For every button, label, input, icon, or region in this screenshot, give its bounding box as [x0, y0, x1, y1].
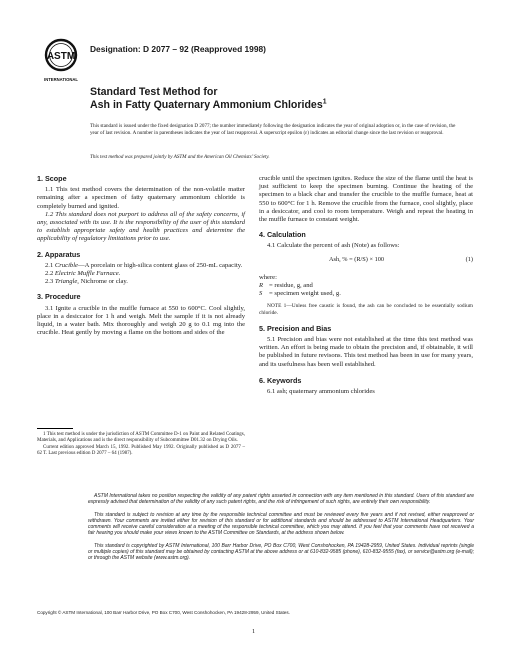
ash-equation: Ash, % = (R/S) × 100 [329, 255, 385, 263]
apparatus-item-1: 2.1 Crucible—A porcelain or high-silica content glass of 250-mL capacity. [45, 261, 243, 269]
page-number: 1 [252, 628, 256, 635]
procedure-heading: 3. Procedure [37, 292, 81, 302]
title-line-1: Standard Test Method for [90, 86, 218, 98]
prepared-by-note: This test method was prepared jointly by ASTM and the American Oil Chemists’ Society. [90, 154, 270, 160]
right-column [259, 175, 473, 396]
patent-notice: ASTM International takes no position respecting the validity of any patent rights asserted in connection with any item mentioned in this standard. Users of this standard are expressly advised that determination of the validity of any such patent rights, and the risk of infringement of such rights, are entirely their own responsibility. [88, 493, 474, 506]
equation-row [259, 254, 473, 270]
footnote-divider [37, 428, 73, 429]
astm-logo-icon [40, 38, 82, 84]
footnote [37, 432, 245, 457]
footnote-para-2: Current edition approved March 15, 1992. Published May 1992. Originally published as D 2077 – 62 T. Last previous edition D 2077 – 64 (1987). [37, 444, 245, 456]
apparatus-item-3: 2.3 Triangle, Nichrome or clay. [45, 278, 128, 286]
copyright-notice: This standard is copyrighted by ASTM International, 100 Barr Harbor Drive, PO Box C700, West Conshohocken, PA 19428-2959, United States. Individual reprints (single or multiple copies) of this standard may be obtained by contacting ASTM at the above address or at 610-832-9585 (phone), 610-832-9555 (fax), or service@astm.org (e-mail); or through the ASTM website (www.astm.org). [88, 542, 474, 562]
footnote-para-1: 1 This test method is under the jurisdiction of ASTM Committee D-1 on Paint and Related Coatings, Materials, and Applications and is the direct responsibility of Subcommittee D01.32 on Drying Oils. [37, 432, 245, 444]
precision-heading: 5. Precision and Bias [259, 323, 332, 333]
calculation-para-1: 4.1 Calculate the percent of ash (Note) as follows: [267, 242, 400, 250]
footer-copyright: Copyright © ASTM International, 100 Barr Harbor Drive, PO Box C700, West Conshohocken, PA 19428-2959, United States. [37, 610, 290, 615]
scope-heading: 1. Scope [37, 174, 67, 183]
logo-text: ASTM [46, 51, 76, 62]
left-column [37, 175, 245, 337]
equation-number: (1) [465, 255, 473, 263]
apparatus-item-2: 2.2 Electric Muffle Furnace. [45, 270, 121, 278]
procedure-para-1: 3.1 Ignite a crucible in the muffle furnace at 550 to 600°C. Cool slightly, place in a desiccator for 1 h and weigh. Melt the sample if it is not already liquid, in a water bath. Mix thoroughly and weigh 20 g to 0.1 mg into the crucible. Heat gently by moving a flame on the bottom and sides of the [37, 304, 245, 337]
keywords-heading: 6. Keywords [259, 375, 302, 385]
revision-notice: This standard is subject to revision at any time by the responsible technical committee and must be reviewed every five years and if not revised, either reapproved or withdrawn. Your comments are invited either for revision of this standard or for additional standards and should be addressed to ASTM International Headquarters. Your comments will receive careful consideration at a meeting of the responsible technical committee, which you may attend. If you feel that your comments have not received a fair hearing you should make your views known to the ASTM Committee on Standards, at the address shown below. [88, 511, 474, 537]
precision-para-1: 5.1 Precision and bias were not established at the time this test method was written. An effort is being made to obtain the precision and, if obtainable, it will be published in future revisons. This test method has been in use for many years, and its usefulness has been well established. [259, 336, 473, 368]
calculation-note: NOTE 1—Unless free caustic is found, the ash can be concluded to be essentially sodium chloride. [259, 303, 473, 317]
scope-para-1: 1.1 This test method covers the determination of the non-volatile matter remaining after a specimen of fatty quaternary ammonium chloride is completely burned and ignited. [37, 186, 245, 210]
apparatus-heading: 2. Apparatus [37, 249, 81, 259]
procedure-para-1-continued: crucible until the specimen ignites. Reduce the size of the flame until the heat is just sufficient to keep the specimen burning. Continue the heating of the specimen to a black char and transfer the crucible to the muffle furnace, heat at 550 to 600°C for 1 h. Remove the crucible from the furnace, cool slightly, place in a desiccator, and cool to room temperature. Weigh and repeat the heating in the muffle furnace to constant weight. [259, 175, 473, 224]
title-line-2: Ash in Fatty Quaternary Ammonium Chlorides [90, 99, 323, 111]
scope-para-2: 1.2 This standard does not purport to address all of the safety concerns, if any, associated with its use. It is the responsibility of the user of this standard to establish appropriate safety and health practices and determine the applicability of regulatory limitations prior to use. [37, 210, 245, 243]
title-footnote-mark: 1 [322, 98, 327, 106]
definition-s: S = specimen weight used, g. [259, 290, 341, 298]
calculation-heading: 4. Calculation [259, 230, 306, 240]
definition-r: R = residue, g, and [259, 281, 313, 289]
keywords-para-1: 6.1 ash; quaternary ammonium chlorides [267, 388, 375, 396]
logo-subtext: INTERNATIONAL [44, 77, 78, 82]
designation: Designation: D 2077 – 92 (Reapproved 1998) [90, 44, 266, 54]
page-title [90, 86, 327, 112]
issuance-notice: This standard is issued under the fixed designation D 2077; the number immediately following the designation indicates the year of original adoption or, in the case of revision, the year of last revision. A number in parentheses indicates the year of last reapproval. A superscript epsilon (ε) indicates an editorial change since the last revision or reapproval. [90, 123, 456, 136]
astm-logo [40, 38, 82, 84]
where-label: where: [259, 273, 277, 281]
bottom-notices [88, 493, 474, 562]
